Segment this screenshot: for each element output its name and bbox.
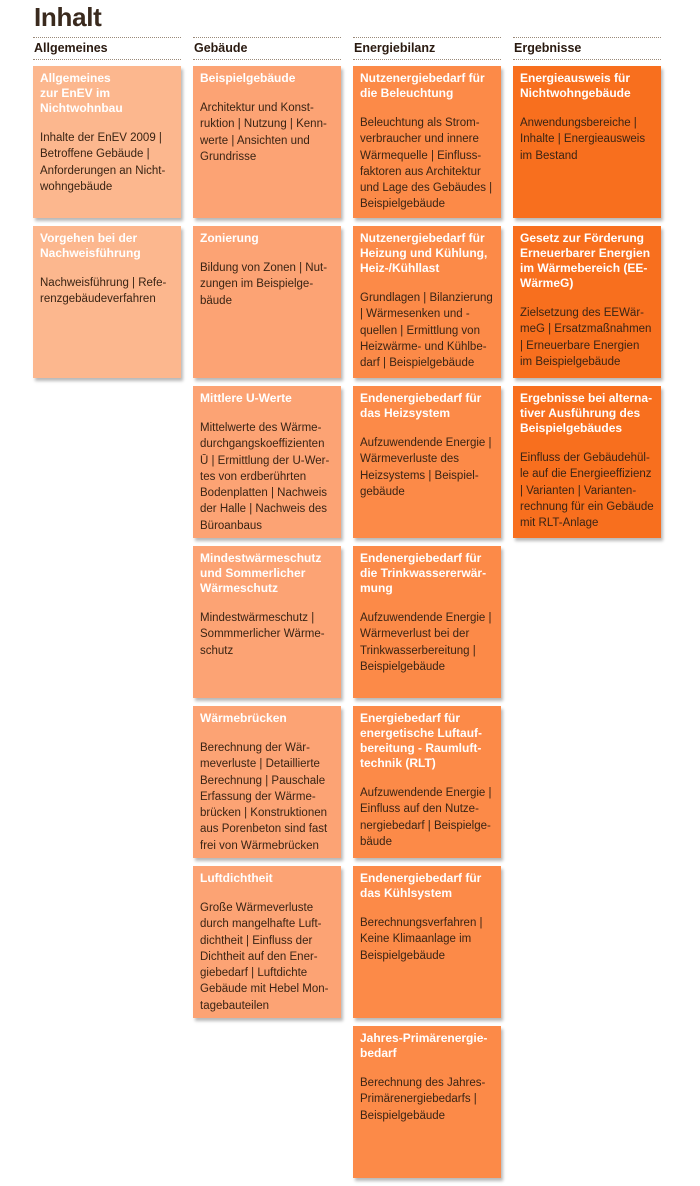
card-text: Nachweisführung | Referenzgebäudeverfahren bbox=[40, 277, 167, 306]
card-ee-waermeg[interactable] bbox=[513, 226, 661, 378]
card-text: Mittelwerte des Wärmedurchgangskoeffizienten Ū | Ermittlung der U-Wertes von erdberührten Bodenplatten | Nachweis der Halle | Nachweis des Büroanbaus bbox=[200, 422, 330, 532]
card-text: Berechnung der Wärmeverluste | Detaillierte Berechnung | Pauschale Erfassung der Wärmebrücken | Konstruktionen aus Porenbeton sind fast frei von Wärmebrücken bbox=[200, 742, 328, 852]
card-title: Jahres-Primärenergiebedarf bbox=[360, 1031, 488, 1060]
column-heading-allgemeines: Allgemeines bbox=[33, 37, 181, 60]
card-energieausweis[interactable] bbox=[513, 66, 661, 218]
card-title: Wärmebrücken bbox=[200, 711, 287, 725]
card-text: Einfluss der Gebäudehülle auf die Energieeffizienz | Varianten | Variantenrechnung für ein Gebäude mit RLT-Anlage bbox=[520, 452, 654, 530]
card-text: Bildung von Zonen | Nutzungen im Beispielgebäude bbox=[200, 262, 328, 307]
card-title: Luftdichtheit bbox=[200, 871, 273, 885]
card-text: Beleuchtung als Stromverbraucher und innere Wärmequelle | Einflussfaktoren aus Architektur und Lage des Gebäudes | Beispielgebäude bbox=[360, 117, 493, 211]
column-heading-ergebnisse: Ergebnisse bbox=[513, 37, 661, 60]
card-text: Aufzuwendende Energie | Wärmeverlust bei der Trinkwasserbereitung | Beispielgebäude bbox=[360, 612, 492, 673]
card-title: Mittlere U-Werte bbox=[200, 391, 292, 405]
card-text: Große Wärmeverluste durch mangelhafte Luftdichtheit | Einfluss der Dichtheit auf den Energiebedarf | Luftdichte Gebäude mit Hebel Montagebauteilen bbox=[200, 902, 329, 1012]
column-heading-energiebilanz: Energiebilanz bbox=[353, 37, 501, 60]
card-title: Allgemeines zur EnEV im Nichtwohnbau bbox=[40, 71, 123, 115]
card-allgemeines-enev[interactable] bbox=[33, 66, 181, 218]
card-ergebnisse-alternative-ausfuehrung[interactable] bbox=[513, 386, 661, 538]
card-title: Nutzenergiebedarf für die Beleuchtung bbox=[360, 71, 485, 100]
card-title: Endenergiebedarf für das Heizsystem bbox=[360, 391, 482, 420]
card-title: Vorgehen bei der Nachweisführung bbox=[40, 231, 141, 260]
card-text: Aufzuwendende Energie | Wärmeverluste des Heizsystems | Beispielgebäude bbox=[360, 437, 492, 498]
card-nutzenergiebedarf-heizung-kuehlung[interactable] bbox=[353, 226, 501, 378]
card-title: Gesetz zur Förderung Erneuerbarer Energien im Wärmebereich (EE-WärmeG) bbox=[520, 231, 651, 290]
column-heading-gebaeude: Gebäude bbox=[193, 37, 341, 60]
card-waermebruecken[interactable] bbox=[193, 706, 341, 858]
card-title: Mindestwärmeschutz und Sommerlicher Wärmeschutz bbox=[200, 551, 322, 595]
card-title: Beispielgebäude bbox=[200, 71, 296, 85]
card-text: Mindestwärmeschutz | Sommmerlicher Wärmeschutz bbox=[200, 612, 325, 657]
card-text: Berechnung des Jahres-Primärenergiebedarfs | Beispielgebäude bbox=[360, 1077, 486, 1122]
card-beispielgebaeude[interactable] bbox=[193, 66, 341, 218]
card-mittlere-u-werte[interactable] bbox=[193, 386, 341, 538]
card-text: Architektur und Konstruktion | Nutzung | Kennwerte | Ansichten und Grundrisse bbox=[200, 102, 327, 163]
card-title: Zonierung bbox=[200, 231, 259, 245]
card-text: Inhalte der EnEV 2009 | Betroffene Gebäude | Anforderungen an Nichtwohngebäude bbox=[40, 132, 166, 193]
card-mindestwaermeschutz[interactable] bbox=[193, 546, 341, 698]
card-title: Endenergiebedarf für das Kühlsystem bbox=[360, 871, 482, 900]
card-text: Aufzuwendende Energie | Einfluss auf den Nutzenergiebedarf | Beispielgebäude bbox=[360, 787, 492, 848]
card-zonierung[interactable] bbox=[193, 226, 341, 378]
card-vorgehen-nachweisfuehrung[interactable] bbox=[33, 226, 181, 378]
card-text: Zielsetzung des EEWärmeG | Ersatzmaßnahmen | Erneuerbare Energien im Beispielgebäude bbox=[520, 307, 652, 368]
card-title: Energieausweis für Nichtwohngebäude bbox=[520, 71, 631, 100]
card-title: Nutzenergiebedarf für Heizung und Kühlung, Heiz-/Kühllast bbox=[360, 231, 488, 275]
card-endenergiebedarf-trinkwasser[interactable] bbox=[353, 546, 501, 698]
card-title: Energiebedarf für energetische Luftaufbereitung - Raumlufttechnik (RLT) bbox=[360, 711, 483, 770]
card-title: Endenergiebedarf für die Trinkwassererwärmung bbox=[360, 551, 487, 595]
card-endenergiebedarf-heizsystem[interactable] bbox=[353, 386, 501, 538]
card-nutzenergiebedarf-beleuchtung[interactable] bbox=[353, 66, 501, 218]
card-luftdichtheit[interactable] bbox=[193, 866, 341, 1018]
card-energiebedarf-luftaufbereitung[interactable] bbox=[353, 706, 501, 858]
card-text: Grundlagen | Bilanzierung | Wärmesenken und -quellen | Ermittlung von Heizwärme- und Kühlbedarf | Beispielgebäude bbox=[360, 292, 493, 370]
card-text: Berechnungsverfahren | Keine Klimaanlage im Beispielgebäude bbox=[360, 917, 483, 962]
card-title: Ergebnisse bei alternativer Ausführung des Beispielgebäudes bbox=[520, 391, 653, 435]
page-title: Inhalt bbox=[34, 2, 102, 32]
card-jahres-primaerenergiebedarf[interactable] bbox=[353, 1026, 501, 1178]
card-endenergiebedarf-kuehlsystem[interactable] bbox=[353, 866, 501, 1018]
card-text: Anwendungsbereiche | Inhalte | Energieausweis im Bestand bbox=[520, 117, 646, 162]
